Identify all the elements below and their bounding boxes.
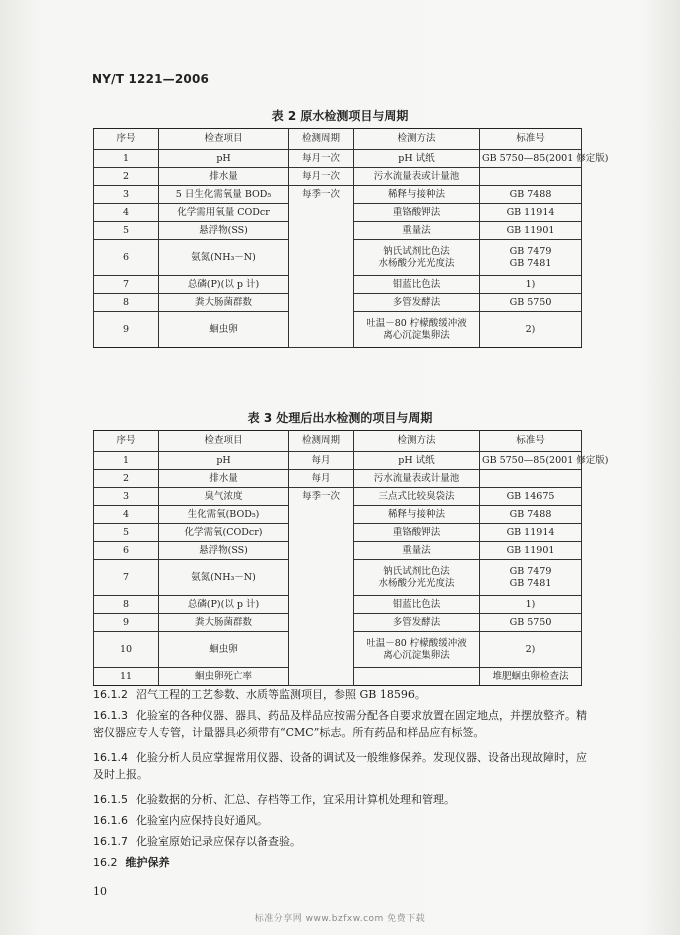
cell-item: 总磷(P)(以 p 计) (159, 596, 289, 614)
cell-no: 4 (94, 204, 159, 222)
cell-method: 重量法 (354, 222, 480, 240)
cell-period: 每月 (289, 452, 354, 470)
cell-method (354, 632, 480, 668)
section-text: 化验室内应保持良好通风。 (136, 814, 268, 827)
cell-std: 1) (480, 596, 582, 614)
cell-std: GB 14675 (480, 488, 582, 506)
cell-std: GB 11901 (480, 222, 582, 240)
watermark: 标准分享网 www.bzfxw.com 免费下载 (254, 914, 426, 924)
section-16-1-5 (93, 791, 613, 808)
header-cell: 检测方法 (354, 129, 480, 150)
table3-caption: 表 3 处理后出水检测的项目与周期 (247, 411, 433, 425)
cell-period: 每月一次 (289, 150, 354, 168)
header-cell: 序号 (94, 129, 159, 150)
section-text: 化验分析人员应掌握常用仪器、设备的调试及一般维修保养。发现仪器、设备出现故障时，应 (136, 751, 587, 764)
method-line: 钠氏试剂比色法 (383, 565, 450, 577)
section-number: 16.1.7 (93, 835, 128, 848)
cell-method: pH 试纸 (354, 452, 480, 470)
cell-method: 多管发酵法 (354, 614, 480, 632)
cell-item: 氨氮(NH₃－N) (159, 560, 289, 596)
cell-no: 5 (94, 222, 159, 240)
cell-item: 臭气浓度 (159, 488, 289, 506)
cell-no: 6 (94, 240, 159, 276)
method-line: 吐温－80 柠檬酸缓冲液 (366, 317, 467, 329)
cell-method: pH 试纸 (354, 150, 480, 168)
cell-std (480, 240, 582, 276)
cell-std: 2) (480, 632, 582, 668)
table-row (94, 452, 582, 470)
cell-no: 8 (94, 294, 159, 312)
cell-method: 多管发酵法 (354, 294, 480, 312)
cell-std: GB 5750 (480, 294, 582, 312)
cell-std: 1) (480, 276, 582, 294)
section-text: 化验数据的分析、汇总、存档等工作，宜采用计算机处理和管理。 (136, 793, 455, 806)
cell-no: 6 (94, 542, 159, 560)
std-line: GB 7481 (509, 577, 552, 589)
section-heading: 维护保养 (125, 856, 170, 869)
cell-no: 4 (94, 506, 159, 524)
cell-std: GB 7488 (480, 186, 582, 204)
section-number: 16.1.2 (93, 688, 128, 701)
cell-method: 重铬酸钾法 (354, 204, 480, 222)
standard-code: NY/T 1221—2006 (92, 72, 210, 86)
section-16-1-4 (93, 749, 613, 783)
table3-header-row (94, 431, 582, 452)
section-text-continued: 及时上报。 (93, 768, 148, 781)
section-text-continued: 密仪器应专人专管，计量器具必须带有“CMC”标志。所有药品和样品应有标签。 (93, 726, 485, 739)
section-text: 沼气工程的工艺参数、水质等监测项目，参照 GB 18596。 (136, 688, 426, 701)
cell-method: 稀释与接种法 (354, 186, 480, 204)
cell-item: pH (159, 452, 289, 470)
page-number: 10 (93, 885, 107, 898)
std-line: GB 7479 (509, 245, 552, 257)
cell-no: 1 (94, 150, 159, 168)
table-row (94, 488, 582, 506)
cell-period (354, 668, 480, 686)
cell-item: 化学需氧(CODcr) (159, 524, 289, 542)
cell-std (480, 168, 582, 186)
cell-period: 每季一次 (289, 186, 354, 348)
cell-std: GB 5750 (480, 614, 582, 632)
cell-item: 排水量 (159, 168, 289, 186)
table3 (93, 430, 609, 686)
table2-caption: 表 2 原水检测项目与周期 (271, 109, 409, 123)
header-cell: 检查项目 (159, 431, 289, 452)
section-number: 16.1.4 (93, 751, 128, 764)
std-line: GB 7479 (509, 565, 552, 577)
method-line: 离心沉淀集卵法 (383, 329, 450, 341)
header-cell: 标准号 (480, 431, 582, 452)
section-16-1-7 (93, 833, 613, 850)
method-line: 钠氏试剂比色法 (383, 245, 450, 257)
cell-item: 蛔虫卵 (159, 632, 289, 668)
table-row (94, 168, 582, 186)
cell-method: 污水流量表或计量池 (354, 168, 480, 186)
cell-std: GB 7488 (480, 506, 582, 524)
cell-method: 三点式比较臭袋法 (354, 488, 480, 506)
cell-item: 生化需氧(BOD₅) (159, 506, 289, 524)
cell-method: 污水流量表或计量池 (354, 470, 480, 488)
std-line: GB 7481 (509, 257, 552, 269)
cell-item: pH (159, 150, 289, 168)
cell-method: 重量法 (354, 542, 480, 560)
cell-period: 每季一次 (289, 488, 354, 686)
method-line: 水杨酸分光光度法 (378, 577, 455, 589)
cell-no: 3 (94, 488, 159, 506)
cell-std (480, 470, 582, 488)
cell-no: 1 (94, 452, 159, 470)
header-cell: 标准号 (480, 129, 582, 150)
cell-no: 9 (94, 312, 159, 348)
cell-item: 5 日生化需氧量 BOD₅ (159, 186, 289, 204)
cell-item: 粪大肠菌群数 (159, 294, 289, 312)
cell-method: 钼蓝比色法 (354, 596, 480, 614)
cell-period: 每月 (289, 470, 354, 488)
cell-method (354, 240, 480, 276)
header-cell: 检测周期 (289, 431, 354, 452)
header-cell: 检查项目 (159, 129, 289, 150)
table2 (93, 128, 609, 348)
cell-item: 悬浮物(SS) (159, 542, 289, 560)
table-row (94, 186, 582, 204)
cell-std: GB 11901 (480, 542, 582, 560)
cell-item: 蛔虫卵 (159, 312, 289, 348)
cell-method: 堆肥蛔虫卵检查法 (480, 668, 582, 686)
cell-item: 总磷(P)(以 p 计) (159, 276, 289, 294)
header-cell: 序号 (94, 431, 159, 452)
cell-std: GB 11914 (480, 204, 582, 222)
section-text: 化验室原始记录应保存以备查验。 (136, 835, 301, 848)
table-row (94, 470, 582, 488)
section-number: 16.1.6 (93, 814, 128, 827)
section-16-1-3 (93, 707, 613, 741)
method-line: 离心沉淀集卵法 (383, 649, 450, 661)
cell-item: 排水量 (159, 470, 289, 488)
header-cell: 检测周期 (289, 129, 354, 150)
cell-method: 重铬酸钾法 (354, 524, 480, 542)
cell-std: GB 5750—85(2001 修定版) (480, 452, 582, 470)
cell-item: 蛔虫卵死亡率 (159, 668, 289, 686)
section-16-2 (93, 854, 613, 871)
method-line: 吐温－80 柠檬酸缓冲液 (366, 637, 467, 649)
method-line: 水杨酸分光光度法 (378, 257, 455, 269)
cell-item: 氨氮(NH₃－N) (159, 240, 289, 276)
section-text: 化验室的各种仪器、器具、药品及样品应按需分配各自要求放置在固定地点，并摆放整齐。精 (136, 709, 587, 722)
cell-no: 9 (94, 614, 159, 632)
cell-method: 钼蓝比色法 (354, 276, 480, 294)
cell-std: 2) (480, 312, 582, 348)
section-16-1-6 (93, 812, 613, 829)
header-cell: 检测方法 (354, 431, 480, 452)
cell-std (480, 560, 582, 596)
cell-period: 每月一次 (289, 168, 354, 186)
cell-item: 悬浮物(SS) (159, 222, 289, 240)
section-16-1-2 (93, 686, 613, 703)
cell-no: 7 (94, 276, 159, 294)
cell-method (354, 560, 480, 596)
cell-no: 11 (94, 668, 159, 686)
cell-no: 3 (94, 186, 159, 204)
cell-method: 稀释与接种法 (354, 506, 480, 524)
table-row (94, 150, 582, 168)
cell-no: 2 (94, 470, 159, 488)
cell-no: 8 (94, 596, 159, 614)
section-number: 16.1.5 (93, 793, 128, 806)
section-number: 16.1.3 (93, 709, 128, 722)
section-number: 16.2 (93, 856, 118, 869)
cell-method (354, 312, 480, 348)
cell-item: 化学需用氧量 CODcr (159, 204, 289, 222)
table2-header-row (94, 129, 582, 150)
cell-std: GB 5750—85(2001 修定版) (480, 150, 582, 168)
cell-std: GB 11914 (480, 524, 582, 542)
cell-no: 2 (94, 168, 159, 186)
cell-item: 粪大肠菌群数 (159, 614, 289, 632)
cell-no: 5 (94, 524, 159, 542)
cell-no: 10 (94, 632, 159, 668)
cell-no: 7 (94, 560, 159, 596)
